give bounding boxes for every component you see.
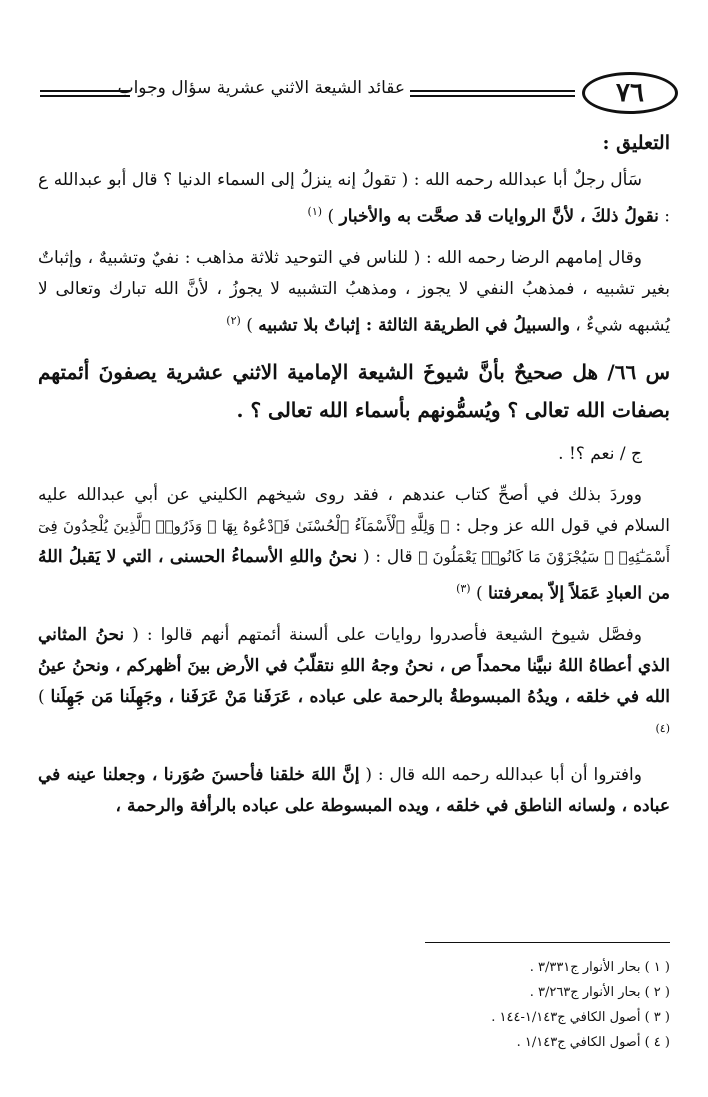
question-66: س ٦٦/ هل صحيحٌ بأنَّ شيوخَ الشيعة الإمامية الاثني عشرية يصفونَ أئمتهم بصفات الله تعالى ؟ ويُسمُّونهم بأسماء الله تعالى ؟ .: [38, 360, 670, 423]
p5-text: وافتروا أن أبا عبدالله رحمه الله قال : (: [359, 764, 642, 785]
footnote-2: ( ٢ ) بحار الأنوار ج٣/٢٦٣ .: [529, 985, 670, 1000]
p3-said: قال : (: [357, 547, 419, 568]
footnote-ref-1: (١): [307, 205, 323, 218]
paragraph-3: [38, 480, 670, 610]
p2-text: وقال إمامهم الرضا رحمه الله : ( للناس في التوحيد ثلاثة مذاهب : نفيٌ وتشبيهٌ ، وإثباتٌ بغير تشبيه ، فمذهبُ النفي لا يجوز ، ومذهبُ التشبيه لا يجوزُ ، لأنَّ الله تبارك وتعالى لا يُشبهه شيءٌ ،: [38, 247, 670, 336]
header-rule-left: [40, 90, 130, 97]
p4-quote: نحنُ المثاني الذي أعطاهُ اللهُ نبيَّنا محمداً ص ، نحنُ وجهُ اللهِ نتقلّبُ في الأرض بينَ أظهركم ، ونحنُ عينُ الله في خلقه ، ويدُهُ المبسوطةُ بالرحمة على عباده ، عَرَفَنا مَنْ عَرَفَنا ، وجَهِلَنا مَن جَهِلَنا: [38, 624, 670, 707]
answer: ج / نعم ؟! .: [558, 444, 642, 465]
p3-text: ووردَ بذلك في أصحِّ كتاب عندهم ، فقد روى شيخهم الكليني عن أبي عبدالله عليه السلام في قول الله عز وجل :: [38, 485, 671, 537]
footnotes: [70, 955, 670, 1055]
p4-text: وفصَّل شيوخ الشيعة فأصدروا روايات على ألسنة أئمتهم أنهم قالوا : (: [124, 624, 642, 645]
paragraph-2: [38, 243, 670, 342]
paragraph-4: [38, 620, 670, 750]
p1-quote: نقولُ ذلكَ ، لأنَّ الروايات قد صحَّت به والأخبار: [339, 206, 659, 227]
footnote-ref-3: (٣): [456, 582, 471, 596]
footnote-divider: [425, 942, 670, 943]
p2-close: ): [240, 315, 259, 336]
page-number: ٧٦: [582, 72, 678, 114]
page-body: [38, 128, 670, 832]
p3-close: ): [470, 583, 489, 604]
paragraph-5: [38, 760, 670, 822]
running-title: عقائد الشيعة الاثني عشرية سؤال وجواب: [117, 78, 405, 98]
p1-text: سَأل رجلٌ أبا عبدالله رحمه الله : ( تقولُ إنه ينزلُ إلى السماء الدنيا ؟ قال أبو عبدالله ع :: [38, 170, 670, 227]
p4-close: ): [38, 686, 51, 707]
footnote-ref-4: (٤): [655, 721, 670, 735]
p2-quote: والسبيلُ في الطريقة الثالثة : إثباتٌ بلا تشبيه: [258, 315, 570, 336]
p1-close: ): [322, 206, 340, 227]
quran-verse: ﴿ وَلِلَّهِ ٱلْأَسْمَآءُ ٱلْحُسْنَىٰ فَٱدْعُوهُ بِهَا ۖ وَذَرُوا۟ ٱلَّذِينَ يُلْحِدُونَ فِىٓ أَسْمَـٰٓئِهِۦ ۚ سَيُجْزَوْنَ مَا كَانُوا۟ يَعْمَلُونَ ﴾: [38, 517, 670, 567]
p3-quote: نحنُ واللهِ الأسماءُ الحسنى ، التي لا يَقبلُ اللهُ من العبادِ عَمَلاً إلاّ بمعرفتنا: [38, 547, 670, 604]
footnote-3: ( ٣ ) أصول الكافي ج١/١٤٣-١٤٤ .: [491, 1010, 670, 1025]
paragraph-1: [38, 165, 670, 233]
p5-quote: إنَّ اللهَ خلقنا فأحسنَ صُوَرنا ، وجعلنا عينه في عباده ، ولسانه الناطق في خلقه ، ويده المبسوطة على عباده بالرأفة والرحمة ،: [38, 764, 670, 816]
page-header: [30, 70, 680, 120]
footnote-ref-2: (٢): [226, 313, 241, 327]
section-heading: التعليق :: [602, 132, 670, 154]
header-rule-right: [410, 90, 575, 97]
footnote-1: ( ١ ) بحار الأنوار ج٣/٣٣١ .: [529, 960, 670, 975]
footnote-4: ( ٤ ) أصول الكافي ج١/١٤٣ .: [516, 1035, 670, 1050]
